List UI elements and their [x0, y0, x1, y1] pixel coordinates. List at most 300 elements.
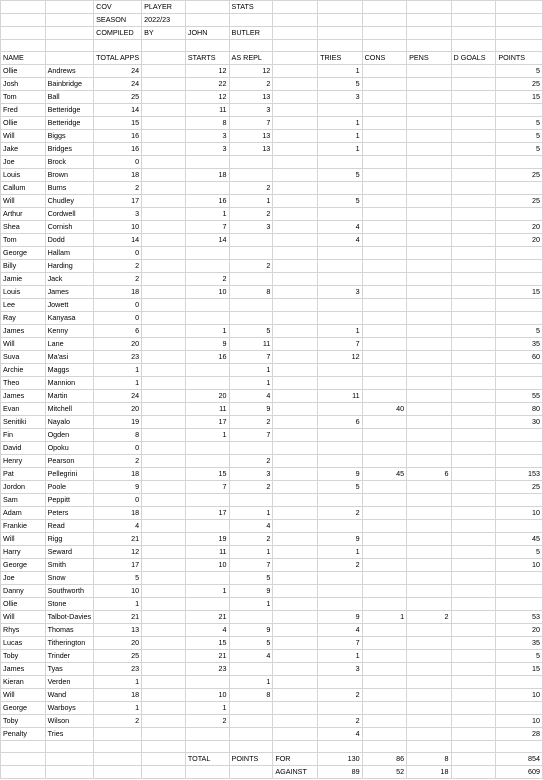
- header-blank[interactable]: [142, 52, 186, 65]
- cell-tries[interactable]: 7: [318, 637, 363, 650]
- cell-points[interactable]: 20: [496, 234, 543, 247]
- cell-total-apps[interactable]: 2: [94, 455, 142, 468]
- meta-compiled[interactable]: COMPILED: [94, 27, 142, 40]
- cell-points[interactable]: [496, 247, 543, 260]
- cell-first-name[interactable]: Will: [1, 130, 46, 143]
- cell-as-repl[interactable]: 2: [229, 416, 273, 429]
- cell-points[interactable]: 35: [496, 338, 543, 351]
- cell-tries[interactable]: 3: [318, 91, 363, 104]
- cell-pens[interactable]: [407, 299, 451, 312]
- cell-starts[interactable]: 21: [185, 650, 229, 663]
- cell-as-repl[interactable]: [229, 312, 273, 325]
- cell-d-goals[interactable]: [451, 728, 496, 741]
- cell-as-repl[interactable]: 2: [229, 208, 273, 221]
- cell-d-goals[interactable]: [451, 624, 496, 637]
- cell-d-goals[interactable]: [451, 260, 496, 273]
- cell-blank[interactable]: [142, 182, 186, 195]
- cell-starts[interactable]: 18: [185, 169, 229, 182]
- cell-cons[interactable]: [362, 208, 407, 221]
- cell-blank[interactable]: [142, 481, 186, 494]
- cell-as-repl[interactable]: [229, 728, 273, 741]
- cell-pens[interactable]: [407, 247, 451, 260]
- header-blank[interactable]: [273, 52, 318, 65]
- cell-first-name[interactable]: Ollie: [1, 598, 46, 611]
- cell-tries[interactable]: 1: [318, 143, 363, 156]
- cell-tries[interactable]: [318, 676, 363, 689]
- cell-last-name[interactable]: Martin: [45, 390, 94, 403]
- cell-pens[interactable]: [407, 442, 451, 455]
- cell-blank[interactable]: [273, 689, 318, 702]
- cell-first-name[interactable]: Arthur: [1, 208, 46, 221]
- cell-blank[interactable]: [273, 299, 318, 312]
- cell-as-repl[interactable]: [229, 611, 273, 624]
- cell-points[interactable]: [496, 442, 543, 455]
- cell-pens[interactable]: [407, 390, 451, 403]
- cell-pens[interactable]: [407, 637, 451, 650]
- cell-total-apps[interactable]: 12: [94, 546, 142, 559]
- cell-cons[interactable]: [362, 273, 407, 286]
- cell-last-name[interactable]: Rigg: [45, 533, 94, 546]
- cell-points[interactable]: [496, 208, 543, 221]
- cell-last-name[interactable]: Jowett: [45, 299, 94, 312]
- cell-blank[interactable]: [273, 338, 318, 351]
- cell-tries[interactable]: 9: [318, 468, 363, 481]
- cell-as-repl[interactable]: [229, 156, 273, 169]
- cell-starts[interactable]: 10: [185, 689, 229, 702]
- cell-blank[interactable]: [273, 286, 318, 299]
- cell-pens[interactable]: [407, 650, 451, 663]
- header-points[interactable]: POINTS: [496, 52, 543, 65]
- cell-last-name[interactable]: Biggs: [45, 130, 94, 143]
- cell-first-name[interactable]: Louis: [1, 286, 46, 299]
- cell-blank[interactable]: [273, 364, 318, 377]
- cell-cons[interactable]: [362, 481, 407, 494]
- cell-first-name[interactable]: Billy: [1, 260, 46, 273]
- cell-total-apps[interactable]: 25: [94, 650, 142, 663]
- cell-pens[interactable]: [407, 416, 451, 429]
- cell-last-name[interactable]: Cordwell: [45, 208, 94, 221]
- cell-last-name[interactable]: Brown: [45, 169, 94, 182]
- cell-as-repl[interactable]: [229, 494, 273, 507]
- cell-last-name[interactable]: Hallam: [45, 247, 94, 260]
- cell-total-apps[interactable]: 0: [94, 312, 142, 325]
- cell-blank[interactable]: [273, 624, 318, 637]
- cell-as-repl[interactable]: [229, 442, 273, 455]
- cell-blank[interactable]: [273, 130, 318, 143]
- cell-d-goals[interactable]: [451, 338, 496, 351]
- cell-tries[interactable]: [318, 442, 363, 455]
- cell-pens[interactable]: [407, 130, 451, 143]
- cell-tries[interactable]: [318, 455, 363, 468]
- cell-cons[interactable]: [362, 104, 407, 117]
- cell-points[interactable]: 5: [496, 117, 543, 130]
- cell-starts[interactable]: [185, 364, 229, 377]
- cell-total-apps[interactable]: 21: [94, 533, 142, 546]
- cell-pens[interactable]: [407, 481, 451, 494]
- cell-first-name[interactable]: Theo: [1, 377, 46, 390]
- totals-label-against[interactable]: AGAINST: [273, 766, 318, 779]
- cell-d-goals[interactable]: [451, 585, 496, 598]
- cell-blank[interactable]: [273, 455, 318, 468]
- cell-blank[interactable]: [273, 169, 318, 182]
- cell-as-repl[interactable]: 1: [229, 598, 273, 611]
- cell-blank[interactable]: [142, 143, 186, 156]
- cell-points[interactable]: [496, 312, 543, 325]
- cell-starts[interactable]: 1: [185, 702, 229, 715]
- cell-starts[interactable]: 10: [185, 286, 229, 299]
- cell-as-repl[interactable]: 12: [229, 65, 273, 78]
- cell-blank[interactable]: [273, 442, 318, 455]
- cell-points[interactable]: 15: [496, 91, 543, 104]
- cell-cons[interactable]: [362, 78, 407, 91]
- cell-blank[interactable]: [142, 377, 186, 390]
- cell-blank[interactable]: [142, 585, 186, 598]
- cell-starts[interactable]: 4: [185, 624, 229, 637]
- cell-blank[interactable]: [142, 247, 186, 260]
- cell-d-goals[interactable]: [451, 169, 496, 182]
- cell-first-name[interactable]: Henry: [1, 455, 46, 468]
- cell-starts[interactable]: 11: [185, 104, 229, 117]
- cell-tries[interactable]: 2: [318, 507, 363, 520]
- cell-last-name[interactable]: Trinder: [45, 650, 94, 663]
- cell-last-name[interactable]: Kenny: [45, 325, 94, 338]
- cell-blank[interactable]: [142, 676, 186, 689]
- cell-d-goals[interactable]: [451, 221, 496, 234]
- cell-d-goals[interactable]: [451, 637, 496, 650]
- cell-starts[interactable]: 1: [185, 429, 229, 442]
- cell-first-name[interactable]: Tom: [1, 91, 46, 104]
- cell-as-repl[interactable]: 2: [229, 533, 273, 546]
- cell-d-goals[interactable]: [451, 442, 496, 455]
- cell-points[interactable]: [496, 494, 543, 507]
- cell-last-name[interactable]: Tyas: [45, 663, 94, 676]
- cell-points[interactable]: 53: [496, 611, 543, 624]
- cell-first-name[interactable]: Lee: [1, 299, 46, 312]
- cell-tries[interactable]: [318, 104, 363, 117]
- cell-tries[interactable]: 9: [318, 611, 363, 624]
- cell-tries[interactable]: 4: [318, 624, 363, 637]
- cell-tries[interactable]: 1: [318, 117, 363, 130]
- cell-total-apps[interactable]: 20: [94, 403, 142, 416]
- cell-points[interactable]: 28: [496, 728, 543, 741]
- cell-last-name[interactable]: Wilson: [45, 715, 94, 728]
- cell-cons[interactable]: [362, 130, 407, 143]
- totals-label-for[interactable]: FOR: [273, 753, 318, 766]
- cell-blank[interactable]: [142, 221, 186, 234]
- cell-blank[interactable]: [273, 234, 318, 247]
- cell-as-repl[interactable]: [229, 234, 273, 247]
- cell-total-apps[interactable]: 24: [94, 390, 142, 403]
- totals-against-points[interactable]: 609: [496, 766, 543, 779]
- cell-total-apps[interactable]: 18: [94, 468, 142, 481]
- cell-last-name[interactable]: Titherington: [45, 637, 94, 650]
- cell-points[interactable]: 5: [496, 130, 543, 143]
- cell-d-goals[interactable]: [451, 143, 496, 156]
- cell-points[interactable]: [496, 104, 543, 117]
- totals-for-tries[interactable]: 130: [318, 753, 363, 766]
- cell-total-apps[interactable]: [94, 728, 142, 741]
- cell-pens[interactable]: [407, 429, 451, 442]
- cell-blank[interactable]: [273, 91, 318, 104]
- cell-last-name[interactable]: Snow: [45, 572, 94, 585]
- cell-first-name[interactable]: Senitiki: [1, 416, 46, 429]
- header-pens[interactable]: PENS: [407, 52, 451, 65]
- cell-points[interactable]: 15: [496, 286, 543, 299]
- cell-cons[interactable]: [362, 195, 407, 208]
- cell-cons[interactable]: [362, 299, 407, 312]
- meta-by[interactable]: BY: [142, 27, 186, 40]
- cell-pens[interactable]: [407, 624, 451, 637]
- cell-last-name[interactable]: Ma'asi: [45, 351, 94, 364]
- cell-last-name[interactable]: James: [45, 286, 94, 299]
- cell-pens[interactable]: [407, 143, 451, 156]
- cell-last-name[interactable]: Bainbridge: [45, 78, 94, 91]
- cell-tries[interactable]: 1: [318, 130, 363, 143]
- cell-blank[interactable]: [142, 195, 186, 208]
- cell-cons[interactable]: 1: [362, 611, 407, 624]
- cell-last-name[interactable]: Stone: [45, 598, 94, 611]
- cell-d-goals[interactable]: [451, 299, 496, 312]
- cell-total-apps[interactable]: 18: [94, 689, 142, 702]
- cell-blank[interactable]: [142, 325, 186, 338]
- cell-tries[interactable]: [318, 208, 363, 221]
- cell-as-repl[interactable]: 2: [229, 455, 273, 468]
- cell-starts[interactable]: 21: [185, 611, 229, 624]
- cell-blank[interactable]: [142, 611, 186, 624]
- cell-pens[interactable]: [407, 676, 451, 689]
- cell-cons[interactable]: [362, 507, 407, 520]
- cell-blank[interactable]: [273, 494, 318, 507]
- cell-d-goals[interactable]: [451, 533, 496, 546]
- cell-blank[interactable]: [273, 182, 318, 195]
- cell-cons[interactable]: [362, 702, 407, 715]
- cell-as-repl[interactable]: 5: [229, 572, 273, 585]
- cell-first-name[interactable]: Will: [1, 689, 46, 702]
- cell-d-goals[interactable]: [451, 351, 496, 364]
- cell-first-name[interactable]: Will: [1, 195, 46, 208]
- cell-pens[interactable]: [407, 572, 451, 585]
- cell-blank[interactable]: [142, 533, 186, 546]
- cell-points[interactable]: 15: [496, 663, 543, 676]
- cell-pens[interactable]: [407, 338, 451, 351]
- cell-blank[interactable]: [273, 247, 318, 260]
- cell-points[interactable]: [496, 156, 543, 169]
- cell-d-goals[interactable]: [451, 390, 496, 403]
- cell-as-repl[interactable]: 7: [229, 351, 273, 364]
- cell-tries[interactable]: [318, 702, 363, 715]
- cell-starts[interactable]: [185, 442, 229, 455]
- cell-starts[interactable]: [185, 182, 229, 195]
- cell-tries[interactable]: [318, 520, 363, 533]
- cell-cons[interactable]: 45: [362, 468, 407, 481]
- cell-last-name[interactable]: Andrews: [45, 65, 94, 78]
- cell-pens[interactable]: [407, 364, 451, 377]
- cell-points[interactable]: 153: [496, 468, 543, 481]
- cell-starts[interactable]: [185, 156, 229, 169]
- cell-as-repl[interactable]: 11: [229, 338, 273, 351]
- cell-cons[interactable]: [362, 429, 407, 442]
- cell-as-repl[interactable]: 9: [229, 624, 273, 637]
- cell-d-goals[interactable]: [451, 156, 496, 169]
- cell-last-name[interactable]: Jack: [45, 273, 94, 286]
- cell-total-apps[interactable]: 17: [94, 559, 142, 572]
- cell-blank[interactable]: [273, 156, 318, 169]
- cell-last-name[interactable]: Smith: [45, 559, 94, 572]
- cell-blank[interactable]: [142, 338, 186, 351]
- cell-blank[interactable]: [142, 260, 186, 273]
- cell-blank[interactable]: [142, 715, 186, 728]
- cell-starts[interactable]: [185, 494, 229, 507]
- cell-cons[interactable]: [362, 520, 407, 533]
- cell-blank[interactable]: [273, 572, 318, 585]
- cell-total-apps[interactable]: 0: [94, 156, 142, 169]
- cell-first-name[interactable]: Louis: [1, 169, 46, 182]
- totals-for-points[interactable]: 854: [496, 753, 543, 766]
- cell-as-repl[interactable]: 13: [229, 91, 273, 104]
- cell-cons[interactable]: [362, 143, 407, 156]
- cell-points[interactable]: [496, 260, 543, 273]
- cell-first-name[interactable]: Ollie: [1, 117, 46, 130]
- cell-blank[interactable]: [273, 429, 318, 442]
- cell-first-name[interactable]: Evan: [1, 403, 46, 416]
- cell-points[interactable]: [496, 273, 543, 286]
- cell-d-goals[interactable]: [451, 481, 496, 494]
- cell-first-name[interactable]: Joe: [1, 572, 46, 585]
- cell-total-apps[interactable]: 4: [94, 520, 142, 533]
- cell-blank[interactable]: [142, 65, 186, 78]
- cell-d-goals[interactable]: [451, 247, 496, 260]
- cell-tries[interactable]: [318, 182, 363, 195]
- cell-cons[interactable]: [362, 715, 407, 728]
- cell-points[interactable]: [496, 598, 543, 611]
- cell-starts[interactable]: [185, 572, 229, 585]
- meta-compiler-last[interactable]: BUTLER: [229, 27, 273, 40]
- cell-pens[interactable]: 6: [407, 468, 451, 481]
- cell-tries[interactable]: 12: [318, 351, 363, 364]
- cell-d-goals[interactable]: [451, 182, 496, 195]
- cell-as-repl[interactable]: 3: [229, 468, 273, 481]
- cell-points[interactable]: [496, 676, 543, 689]
- cell-cons[interactable]: [362, 624, 407, 637]
- cell-first-name[interactable]: Ray: [1, 312, 46, 325]
- cell-as-repl[interactable]: 1: [229, 377, 273, 390]
- cell-first-name[interactable]: Rhys: [1, 624, 46, 637]
- cell-blank[interactable]: [142, 416, 186, 429]
- cell-blank[interactable]: [273, 676, 318, 689]
- cell-blank[interactable]: [273, 559, 318, 572]
- cell-last-name[interactable]: Talbot-Davies: [45, 611, 94, 624]
- cell-as-repl[interactable]: 2: [229, 182, 273, 195]
- cell-as-repl[interactable]: 1: [229, 195, 273, 208]
- cell-total-apps[interactable]: 18: [94, 169, 142, 182]
- cell-d-goals[interactable]: [451, 559, 496, 572]
- cell-blank[interactable]: [142, 117, 186, 130]
- cell-first-name[interactable]: George: [1, 702, 46, 715]
- cell-last-name[interactable]: Lane: [45, 338, 94, 351]
- cell-blank[interactable]: [273, 273, 318, 286]
- cell-cons[interactable]: [362, 598, 407, 611]
- cell-as-repl[interactable]: 2: [229, 481, 273, 494]
- cell-points[interactable]: 45: [496, 533, 543, 546]
- cell-total-apps[interactable]: 18: [94, 507, 142, 520]
- totals-against-tries[interactable]: 89: [318, 766, 363, 779]
- cell-d-goals[interactable]: [451, 468, 496, 481]
- cell-tries[interactable]: [318, 299, 363, 312]
- cell-blank[interactable]: [273, 117, 318, 130]
- cell-tries[interactable]: 1: [318, 546, 363, 559]
- cell-blank[interactable]: [273, 260, 318, 273]
- cell-as-repl[interactable]: 3: [229, 104, 273, 117]
- cell-cons[interactable]: [362, 455, 407, 468]
- cell-blank[interactable]: [273, 507, 318, 520]
- cell-as-repl[interactable]: [229, 702, 273, 715]
- cell-tries[interactable]: 5: [318, 481, 363, 494]
- cell-blank[interactable]: [273, 195, 318, 208]
- cell-blank[interactable]: [273, 728, 318, 741]
- cell-pens[interactable]: [407, 494, 451, 507]
- cell-d-goals[interactable]: [451, 273, 496, 286]
- cell-total-apps[interactable]: 21: [94, 611, 142, 624]
- cell-last-name[interactable]: Cornish: [45, 221, 94, 234]
- cell-starts[interactable]: 15: [185, 637, 229, 650]
- cell-d-goals[interactable]: [451, 312, 496, 325]
- cell-last-name[interactable]: Seward: [45, 546, 94, 559]
- cell-last-name[interactable]: Ball: [45, 91, 94, 104]
- cell-as-repl[interactable]: [229, 273, 273, 286]
- cell-total-apps[interactable]: 20: [94, 338, 142, 351]
- cell-pens[interactable]: [407, 78, 451, 91]
- cell-points[interactable]: [496, 377, 543, 390]
- cell-as-repl[interactable]: [229, 299, 273, 312]
- cell-tries[interactable]: [318, 247, 363, 260]
- cell-pens[interactable]: 2: [407, 611, 451, 624]
- cell-blank[interactable]: [142, 351, 186, 364]
- cell-blank[interactable]: [142, 234, 186, 247]
- cell-points[interactable]: 25: [496, 78, 543, 91]
- cell-first-name[interactable]: Archie: [1, 364, 46, 377]
- cell-last-name[interactable]: Bridges: [45, 143, 94, 156]
- cell-first-name[interactable]: Shea: [1, 221, 46, 234]
- cell-total-apps[interactable]: 23: [94, 663, 142, 676]
- cell-cons[interactable]: [362, 91, 407, 104]
- cell-last-name[interactable]: Kanyasa: [45, 312, 94, 325]
- cell-blank[interactable]: [142, 572, 186, 585]
- cell-cons[interactable]: [362, 546, 407, 559]
- cell-cons[interactable]: [362, 637, 407, 650]
- cell-points[interactable]: 5: [496, 143, 543, 156]
- cell-tries[interactable]: [318, 494, 363, 507]
- cell-starts[interactable]: [185, 377, 229, 390]
- cell-starts[interactable]: 19: [185, 533, 229, 546]
- cell-tries[interactable]: [318, 429, 363, 442]
- cell-starts[interactable]: [185, 299, 229, 312]
- cell-points[interactable]: 5: [496, 325, 543, 338]
- cell-tries[interactable]: 2: [318, 689, 363, 702]
- cell-first-name[interactable]: Pat: [1, 468, 46, 481]
- cell-blank[interactable]: [142, 624, 186, 637]
- cell-d-goals[interactable]: [451, 377, 496, 390]
- cell-last-name[interactable]: Dodd: [45, 234, 94, 247]
- cell-starts[interactable]: 10: [185, 559, 229, 572]
- cell-d-goals[interactable]: [451, 650, 496, 663]
- cell-as-repl[interactable]: [229, 169, 273, 182]
- cell-last-name[interactable]: Mitchell: [45, 403, 94, 416]
- cell-points[interactable]: 10: [496, 507, 543, 520]
- cell-pens[interactable]: [407, 117, 451, 130]
- cell-starts[interactable]: 1: [185, 208, 229, 221]
- cell-blank[interactable]: [273, 650, 318, 663]
- cell-blank[interactable]: [273, 416, 318, 429]
